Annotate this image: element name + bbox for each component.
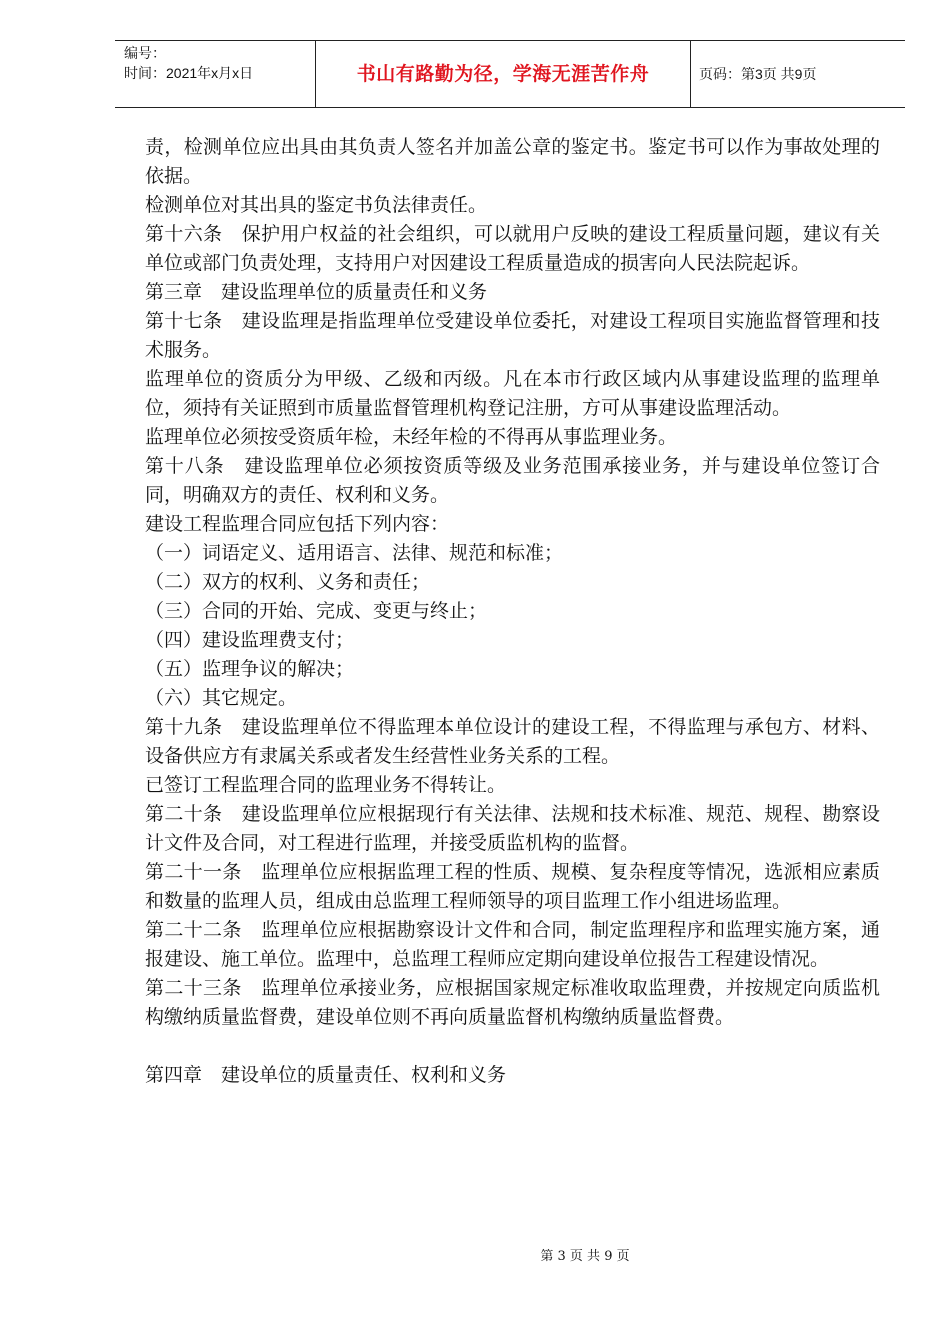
list-item: （六）其它规定。 [145,687,298,709]
paragraph: 检测单位对其出具的鉴定书负法律责任。 [145,194,488,216]
blank-line [145,1032,880,1061]
list-item: （二）双方的权利、义务和责任； [145,571,431,593]
document-time-label: 时间：2021年x月x日 [124,65,254,81]
paragraph: 已签订工程监理合同的监理业务不得转让。 [145,774,507,796]
paragraph: 监理单位的资质分为甲级、乙级和丙级。凡在本市行政区域内从事建设监理的监理单位，须持有关证照到市质量监督管理机构登记注册，方可从事建设监理活动。 [145,368,880,419]
header-meta [115,41,315,109]
list-item: （四）建设监理费支付； [145,629,355,651]
paragraph: 监理单位必须按受资质年检，未经年检的不得再从事监理业务。 [145,426,678,448]
article-21: 第二十一条 监理单位应根据监理工程的性质、规模、复杂程度等情况，选派相应素质和数量的监理人员，组成由总监理工程师领导的项目监理工作小组进场监理。 [145,861,880,912]
list-item: （一）词语定义、适用语言、法律、规范和标准； [145,542,564,564]
article-19: 第十九条 建设监理单位不得监理本单位设计的建设工程，不得监理与承包方、材料、设备供应方有隶属关系或者发生经营性业务关系的工程。 [145,716,880,767]
document-number-label: 编号： [124,45,166,61]
article-16: 第十六条 保护用户权益的社会组织，可以就用户反映的建设工程质量问题，建议有关单位或部门负责处理，支持用户对因建设工程质量造成的损害向人民法院起诉。 [145,223,880,274]
article-18: 第十八条 建设监理单位必须按资质等级及业务范围承接业务，并与建设单位签订合同，明确双方的责任、权利和义务。 [145,455,880,506]
list-item: （五）监理争议的解决； [145,658,355,680]
page-header [115,40,905,108]
chapter-3-heading: 第三章 建设监理单位的质量责任和义务 [145,281,488,303]
chapter-4-heading: 第四章 建设单位的质量责任、权利和义务 [145,1064,507,1086]
header-motto: 书山有路勤为径，学海无涯苦作舟 [315,41,691,107]
list-item: （三）合同的开始、完成、变更与终止； [145,600,488,622]
article-17: 第十七条 建设监理是指监理单位受建设单位委托，对建设工程项目实施监督管理和技术服务。 [145,310,880,361]
article-20: 第二十条 建设监理单位应根据现行有关法律、法规和技术标准、规范、规程、勘察设计文件及合同，对工程进行监理，并接受质监机构的监督。 [145,803,880,854]
paragraph: 责，检测单位应出具由其负责人签名并加盖公章的鉴定书。鉴定书可以作为事故处理的依据。 [145,136,880,187]
article-22: 第二十二条 监理单位应根据勘察设计文件和合同，制定监理程序和监理实施方案，通报建设、施工单位。监理中，总监理工程师应定期向建设单位报告工程建设情况。 [145,919,880,970]
page-footer: 第 3 页 共 9 页 [540,1249,630,1264]
paragraph: 建设工程监理合同应包括下列内容： [145,513,450,535]
article-23: 第二十三条 监理单位承接业务，应根据国家规定标准收取监理费，并按规定向质监机构缴纳质量监督费，建设单位则不再向质量监督机构缴纳质量监督费。 [145,977,880,1028]
header-page-number: 页码：第3页 共9页 [699,66,817,82]
document-body [145,133,880,1090]
